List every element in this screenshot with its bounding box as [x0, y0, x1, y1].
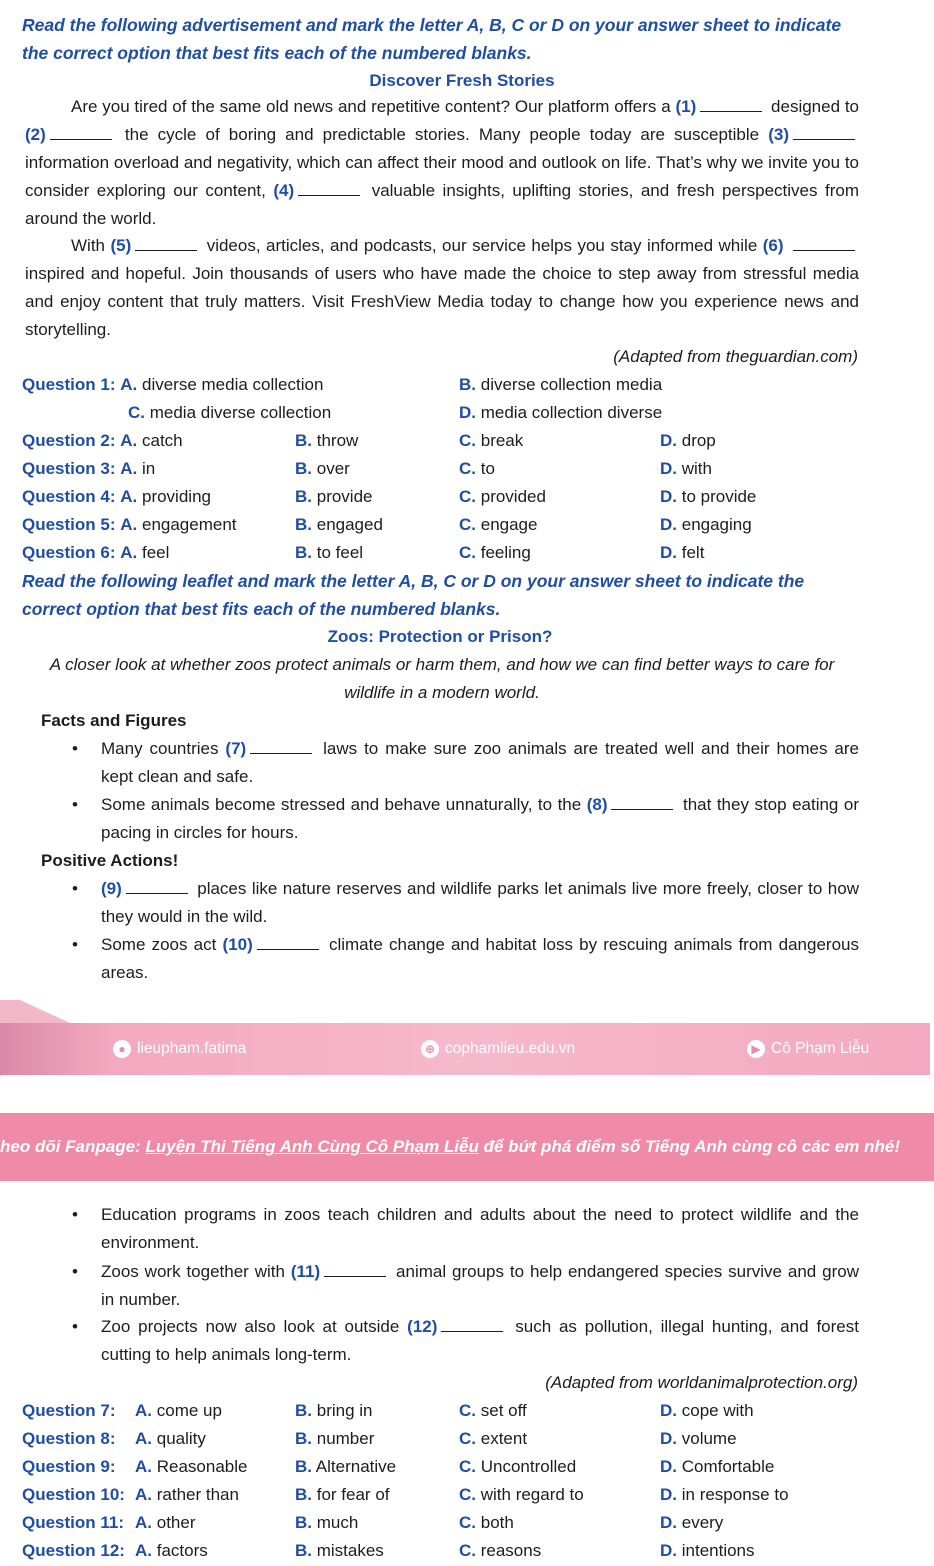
- play-icon: ▶: [747, 1040, 765, 1058]
- leaflet-lead-line1: A closer look at whether zoos protect animals or harm them, and how we can find better ways to care for: [49, 655, 835, 674]
- question-8-option-a[interactable]: A. quality: [135, 1429, 206, 1448]
- question-2: Question 2: A. catch: [22, 431, 183, 450]
- question-2-option-b[interactable]: B. throw: [295, 431, 359, 450]
- question-5-option-c[interactable]: C. engage: [459, 515, 538, 534]
- fanpage-banner: heo dõi Fanpage: Luyện Thi Tiếng Anh Cùng Cô Phạm Liễu để bứt phá điểm số Tiếng Anh cùng cô các em nhé!: [0, 1113, 934, 1181]
- question-8-option-d[interactable]: D. volume: [660, 1429, 737, 1448]
- bullet-dot: •: [72, 879, 78, 898]
- source-1: (Adapted from theguardian.com): [613, 347, 858, 366]
- bullet-7: Many countries (7) laws to make sure zoo animals are treated well and their homes are kept clean and safe.: [101, 739, 859, 786]
- source-2: (Adapted from worldanimalprotection.org): [545, 1373, 858, 1392]
- leaflet-lead-line2: wildlife in a modern world.: [344, 683, 540, 702]
- user-icon: ●: [113, 1040, 131, 1058]
- bullet-11: Zoos work together with (11) animal groups to help endangered species survive and grow in number.: [101, 1262, 859, 1309]
- question-8: Question 8:: [22, 1429, 116, 1448]
- question-10-option-b[interactable]: B. for fear of: [295, 1485, 390, 1504]
- instruction-2-line1: Read the following leaflet and mark the letter A, B, C or D on your answer sheet to indicate the: [22, 571, 805, 591]
- question-11-option-b[interactable]: B. much: [295, 1513, 359, 1532]
- question-12-option-b[interactable]: B. mistakes: [295, 1541, 384, 1560]
- question-4-option-c[interactable]: C. provided: [459, 487, 546, 506]
- question-7: Question 7:: [22, 1401, 116, 1420]
- question-10-option-c[interactable]: C. with regard to: [459, 1485, 584, 1504]
- question-3: Question 3: A. in: [22, 459, 156, 478]
- question-2-option-c[interactable]: C. break: [459, 431, 524, 450]
- question-3-option-d[interactable]: D. with: [660, 459, 712, 478]
- question-8-option-b[interactable]: B. number: [295, 1429, 375, 1448]
- globe-icon: ⊕: [421, 1040, 439, 1058]
- question-1-option-b[interactable]: B. diverse collection media: [459, 375, 663, 394]
- question-11-option-c[interactable]: C. both: [459, 1513, 514, 1532]
- banner-website[interactable]: [421, 1036, 575, 1062]
- banner-website-text: cophamlieu.edu.vn: [445, 1040, 576, 1057]
- banner-profile[interactable]: [113, 1036, 246, 1062]
- question-11: Question 11:: [22, 1513, 125, 1532]
- question-12-option-a[interactable]: A. factors: [135, 1541, 208, 1560]
- bullet-education: Education programs in zoos teach children and adults about the need to protect wildlife and the environment.: [101, 1205, 859, 1252]
- question-6-option-b[interactable]: B. to feel: [295, 543, 364, 562]
- bullet-dot: •: [72, 1262, 78, 1281]
- question-3-option-c[interactable]: C. to: [459, 459, 495, 478]
- question-12: Question 12:: [22, 1541, 125, 1560]
- question-11-option-a[interactable]: A. other: [135, 1513, 196, 1532]
- question-3-option-b[interactable]: B. over: [295, 459, 350, 478]
- question-5: Question 5: A. engagement: [22, 515, 237, 534]
- question-10: Question 10:: [22, 1485, 125, 1504]
- fanpage-link[interactable]: Luyện Thi Tiếng Anh Cùng Cô Phạm Liễu: [145, 1137, 479, 1156]
- question-11-option-d[interactable]: D. every: [660, 1513, 724, 1532]
- question-7-option-c[interactable]: C. set off: [459, 1401, 527, 1420]
- bullet-dot: •: [72, 1317, 78, 1336]
- instruction-2-line2: correct option that best fits each of the numbered blanks.: [22, 599, 501, 619]
- actions-heading: Positive Actions!: [41, 851, 179, 870]
- question-8-option-c[interactable]: C. extent: [459, 1429, 528, 1448]
- banner-youtube-text: Cô Phạm Liễu: [771, 1040, 870, 1057]
- question-9: Question 9:: [22, 1457, 116, 1476]
- question-12-option-d[interactable]: D. intentions: [660, 1541, 755, 1560]
- ad-title: Discover Fresh Stories: [369, 71, 555, 90]
- question-5-option-d[interactable]: D. engaging: [660, 515, 752, 534]
- question-6-option-c[interactable]: C. feeling: [459, 543, 531, 562]
- question-7-option-d[interactable]: D. cope with: [660, 1401, 754, 1420]
- bullet-8: Some animals become stressed and behave unnaturally, to the (8) that they stop eating or pacing in circles for hours.: [101, 795, 859, 842]
- question-9-option-a[interactable]: A. Reasonable: [135, 1457, 248, 1476]
- question-4-option-d[interactable]: D. to provide: [660, 487, 757, 506]
- question-1-option-c[interactable]: C. media diverse collection: [128, 403, 332, 422]
- question-9-option-b[interactable]: B. Alternative: [295, 1457, 397, 1476]
- ad-paragraph-1: Are you tired of the same old news and repetitive content? Our platform offers a (1) designed to (2) the cycle of boring and predictable stories. Many people today are susceptible (3) information overload and negativity, which can affect their mood and outlook on life. That’s why we invite you to consider exploring our content, (4) valuable insights, uplifting stories, and fresh perspectives from around the world.: [25, 97, 859, 228]
- question-4: Question 4: A. providing: [22, 487, 211, 506]
- bullet-9: (9) places like nature reserves and wildlife parks let animals live more freely, closer to how they would in the wild.: [101, 879, 859, 926]
- banner-youtube[interactable]: [747, 1036, 869, 1062]
- question-12-option-c[interactable]: C. reasons: [459, 1541, 542, 1560]
- question-6: Question 6: A. feel: [22, 543, 170, 562]
- question-7-option-b[interactable]: B. bring in: [295, 1401, 373, 1420]
- bullet-dot: •: [72, 1205, 78, 1224]
- question-9-option-d[interactable]: D. Comfortable: [660, 1457, 775, 1476]
- question-9-option-c[interactable]: C. Uncontrolled: [459, 1457, 577, 1476]
- facts-heading: Facts and Figures: [41, 711, 187, 730]
- bullet-dot: •: [72, 795, 78, 814]
- instruction-1: [22, 11, 862, 67]
- bullet-dot: •: [72, 935, 78, 954]
- bullet-10: Some zoos act (10) climate change and habitat loss by rescuing animals from dangerous areas.: [101, 935, 859, 982]
- question-5-option-b[interactable]: B. engaged: [295, 515, 383, 534]
- leaflet-lead: [22, 651, 862, 707]
- question-1: Question 1: A. diverse media collection: [22, 375, 324, 394]
- question-6-option-d[interactable]: D. felt: [660, 543, 705, 562]
- question-10-option-a[interactable]: A. rather than: [135, 1485, 239, 1504]
- question-10-option-d[interactable]: D. in response to: [660, 1485, 789, 1504]
- instruction-2: [22, 567, 862, 623]
- banner-profile-text: lieupham.fatima: [137, 1040, 247, 1057]
- question-7-option-a[interactable]: A. come up: [135, 1401, 222, 1420]
- leaflet-title: Zoos: Protection or Prison?: [327, 627, 553, 646]
- question-1-option-d[interactable]: D. media collection diverse: [459, 403, 663, 422]
- bullet-dot: •: [72, 739, 78, 758]
- question-2-option-d[interactable]: D. drop: [660, 431, 716, 450]
- instruction-1-line1: Read the following advertisement and mark the letter A, B, C or D on your answer sheet to indicate: [22, 15, 842, 35]
- question-4-option-b[interactable]: B. provide: [295, 487, 373, 506]
- instruction-1-line2: the correct option that best fits each of the numbered blanks.: [22, 43, 532, 63]
- ad-paragraph-2: With (5) videos, articles, and podcasts, our service helps you stay informed while (6) inspired and hopeful. Join thousands of users who have made the choice to step away from stressful media and enjoy content that truly matters. Visit FreshView Media today to change how you experience news and storytelling.: [25, 236, 859, 339]
- bullet-12: Zoo projects now also look at outside (12) such as pollution, illegal hunting, and forest cutting to help animals long-term.: [101, 1317, 859, 1364]
